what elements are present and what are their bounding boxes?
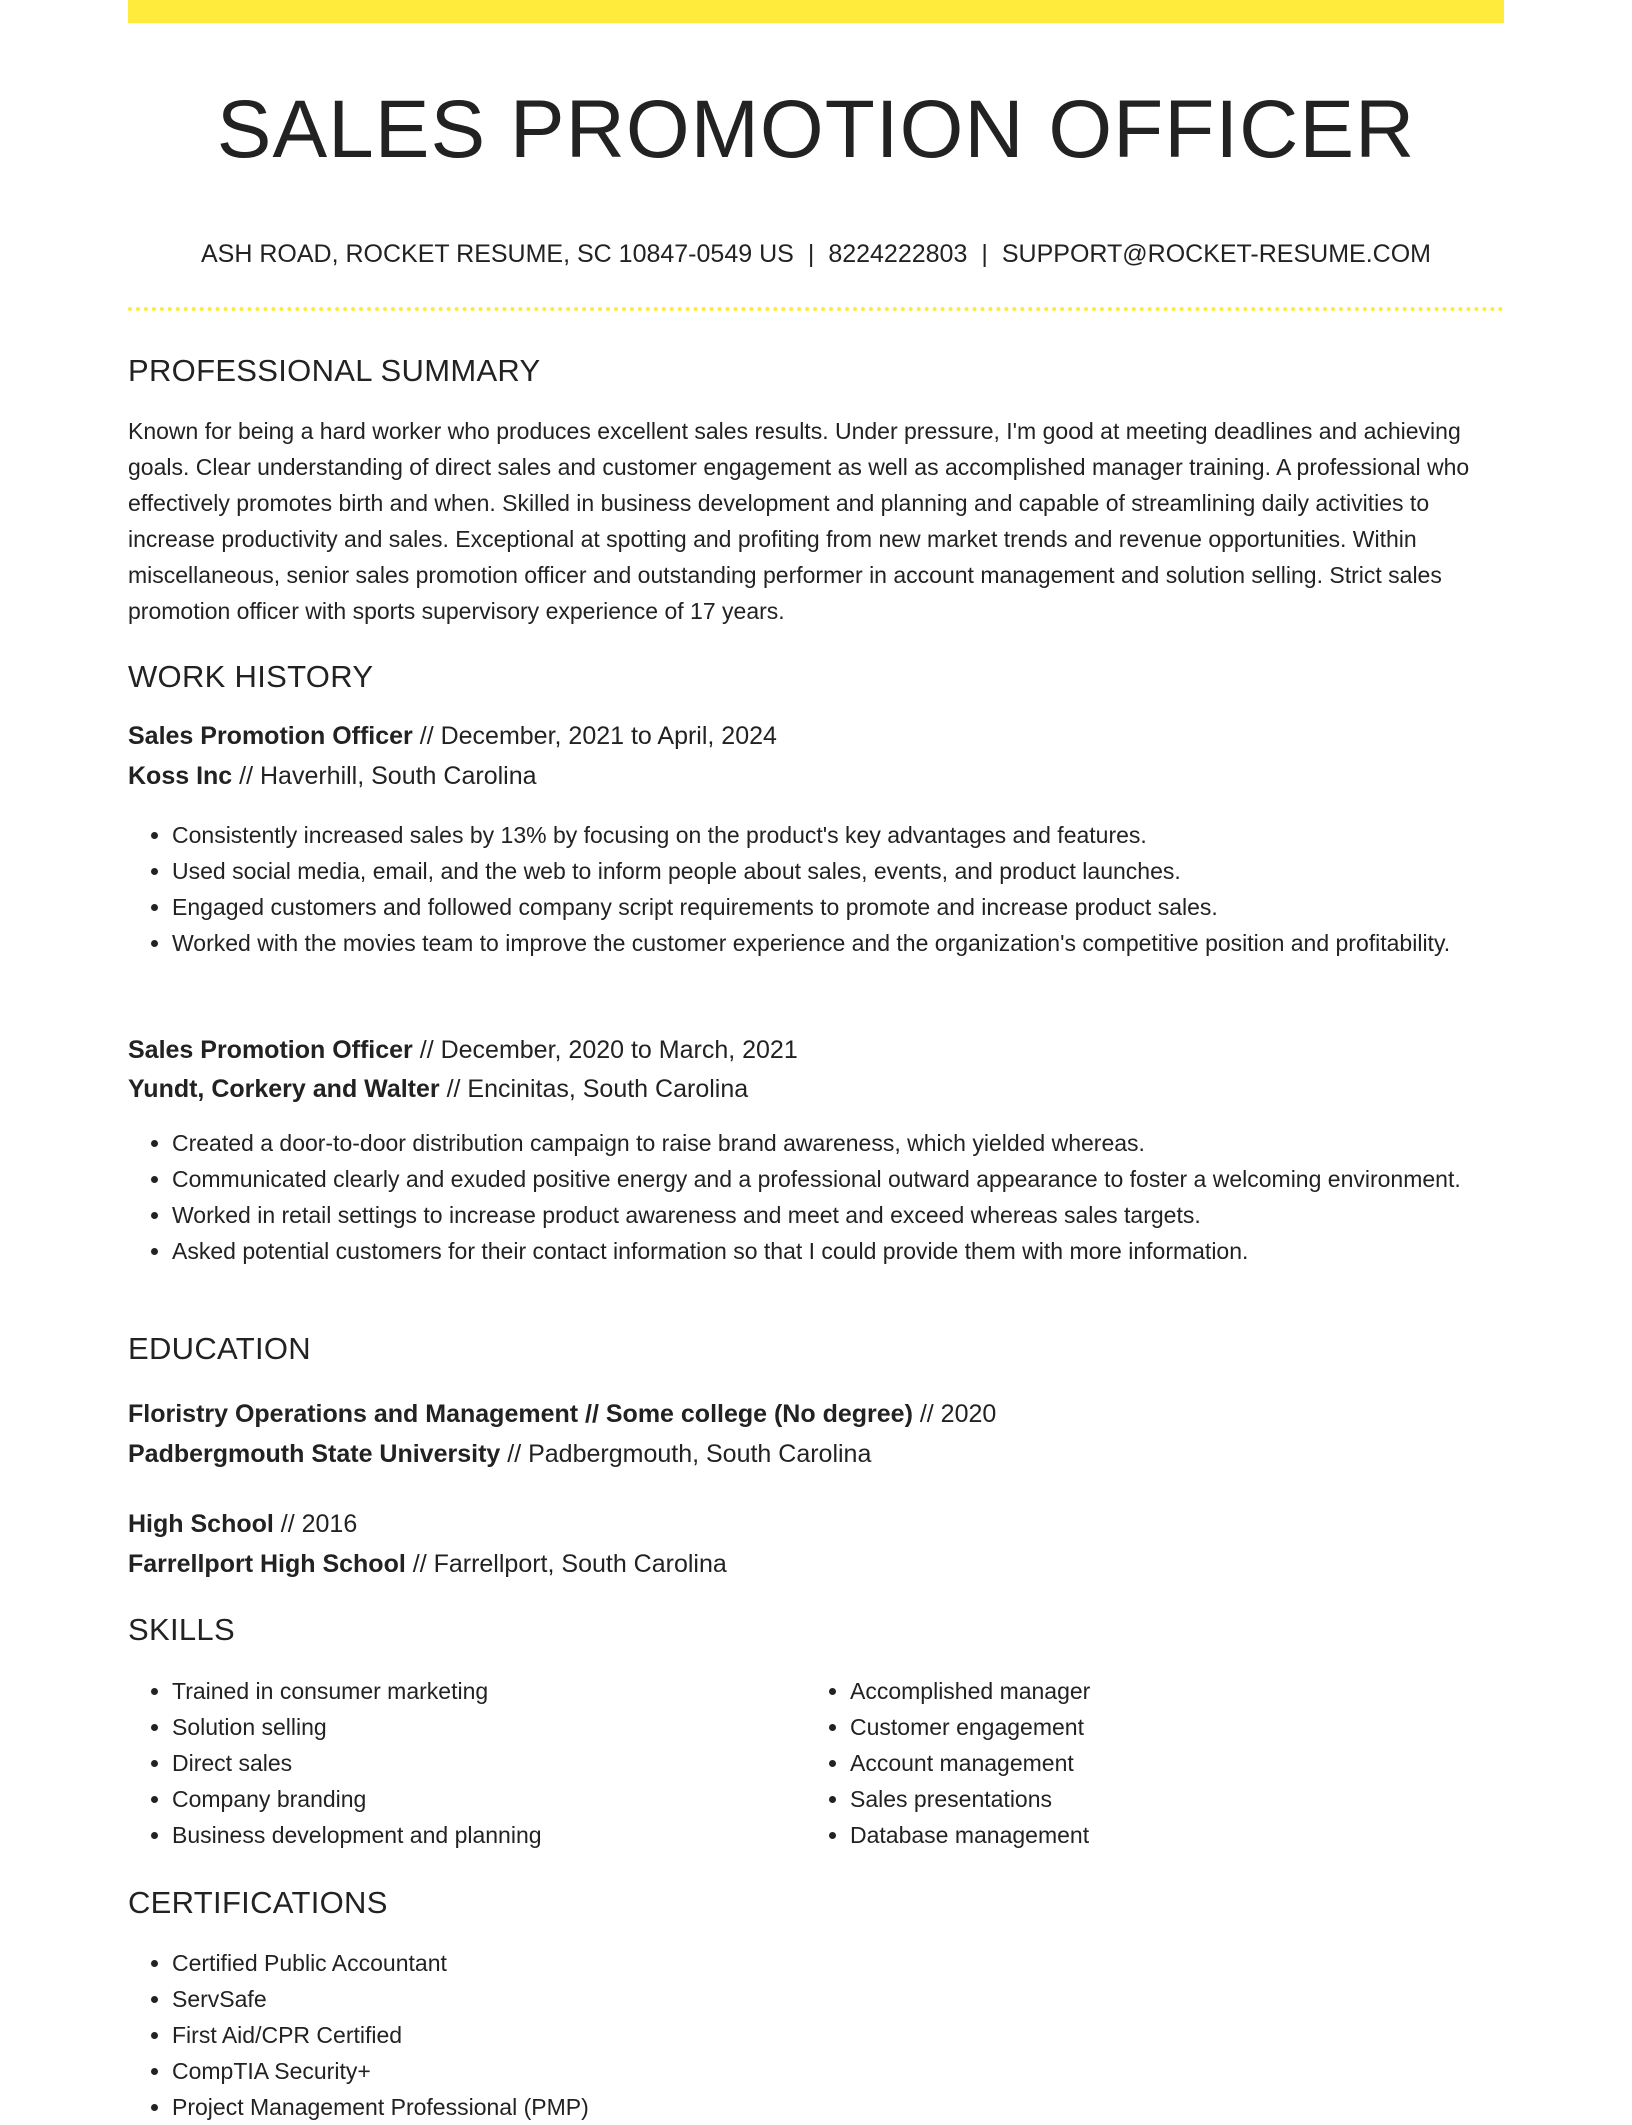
work-history-heading: WORK HISTORY xyxy=(128,659,374,694)
job-company-line xyxy=(128,1071,748,1107)
skill-item: • Account management xyxy=(850,1745,1470,1781)
skill-item: • Database management xyxy=(850,1817,1470,1853)
certification-item: • Project Management Professional (PMP) xyxy=(172,2089,1504,2125)
skills-heading: SKILLS xyxy=(128,1612,235,1647)
job-location: // Encinitas, South Carolina xyxy=(439,1075,749,1103)
skill-item: • Accomplished manager xyxy=(850,1673,1470,1709)
skill-item: • Company branding xyxy=(172,1781,792,1817)
skill-item: • Sales presentations xyxy=(850,1781,1470,1817)
job-dates: // December, 2020 to March, 2021 xyxy=(412,1036,798,1064)
job-title: Sales Promotion Officer xyxy=(128,1036,413,1064)
job-title-line xyxy=(128,718,777,754)
header-divider xyxy=(128,307,1504,311)
job-company: Yundt, Corkery and Walter xyxy=(128,1075,440,1103)
education-school: Padbergmouth State University xyxy=(128,1440,501,1468)
job-title-line xyxy=(128,1032,798,1068)
job-location: // Haverhill, South Carolina xyxy=(232,762,537,790)
certification-item: • First Aid/CPR Certified xyxy=(172,2017,1504,2053)
job-bullet-list xyxy=(128,1125,1504,1269)
job-bullet: • Consistently increased sales by 13% by focusing on the product's key advantages and features. xyxy=(172,817,1504,853)
contact-email: SUPPORT@ROCKET-RESUME.COM xyxy=(1001,240,1431,268)
education-location: // Padbergmouth, South Carolina xyxy=(500,1440,872,1468)
education-heading: EDUCATION xyxy=(128,1331,311,1366)
certification-item: • Certified Public Accountant xyxy=(172,1945,1504,1981)
certification-item: • ServSafe xyxy=(172,1981,1504,2017)
skill-item: • Customer engagement xyxy=(850,1709,1470,1745)
contact-phone: 8224222803 xyxy=(828,240,968,268)
job-bullet-list xyxy=(128,817,1504,961)
contact-address: ASH ROAD, ROCKET RESUME, SC 10847-0549 US xyxy=(201,240,794,268)
job-dates: // December, 2021 to April, 2024 xyxy=(412,722,777,750)
education-year: // 2020 xyxy=(912,1400,997,1428)
job-bullet: • Worked with the movies team to improve the customer experience and the organization's competitive position and profitability. xyxy=(172,925,1504,961)
top-accent-bar xyxy=(128,0,1504,23)
education-school: Farrellport High School xyxy=(128,1550,406,1578)
skill-item: • Business development and planning xyxy=(172,1817,792,1853)
job-title: Sales Promotion Officer xyxy=(128,722,413,750)
education-year: // 2016 xyxy=(273,1510,358,1538)
job-company: Koss Inc xyxy=(128,762,233,790)
skills-list-left xyxy=(128,1673,792,1853)
skill-item: • Trained in consumer marketing xyxy=(172,1673,792,1709)
skills-list-right xyxy=(806,1673,1470,1853)
education-location: // Farrellport, South Carolina xyxy=(405,1550,727,1578)
education-school-line xyxy=(128,1546,727,1582)
certifications-list xyxy=(128,1945,1504,2125)
page-title: SALES PROMOTION OFFICER xyxy=(216,84,1416,175)
job-bullet: • Used social media, email, and the web to inform people about sales, events, and product launches. xyxy=(172,853,1504,889)
contact-line xyxy=(128,236,1504,272)
skill-item: • Solution selling xyxy=(172,1709,792,1745)
skill-item: • Direct sales xyxy=(172,1745,792,1781)
summary-text: Known for being a hard worker who produces excellent sales results. Under pressure, I'm good at meeting deadlines and achieving goals. Clear understanding of direct sales and customer engagement as well as accomplished manager training. A professional who effectively promotes birth and when. Skilled in business development and planning and capable of streamlining daily activities to increase productivity and sales. Exceptional at spotting and profiting from new market trends and revenue opportunities. Within miscellaneous, senior sales promotion officer and outstanding performer in account management and solution selling. Strict sales promotion officer with sports supervisory experience of 17 years. xyxy=(128,418,1470,624)
job-bullet: • Worked in retail settings to increase product awareness and meet and exceed whereas sales targets. xyxy=(172,1197,1504,1233)
job-bullet: • Created a door-to-door distribution campaign to raise brand awareness, which yielded whereas. xyxy=(172,1125,1504,1161)
certifications-heading: CERTIFICATIONS xyxy=(128,1885,388,1920)
job-bullet: • Asked potential customers for their contact information so that I could provide them with more information. xyxy=(172,1233,1504,1269)
summary-heading: PROFESSIONAL SUMMARY xyxy=(128,353,541,388)
contact-separator: | xyxy=(981,240,988,268)
education-degree: Floristry Operations and Management // Some college (No degree) xyxy=(128,1400,913,1428)
contact-separator: | xyxy=(807,240,815,268)
education-degree-line xyxy=(128,1396,996,1432)
certification-item: • CompTIA Security+ xyxy=(172,2053,1504,2089)
education-school-line xyxy=(128,1436,871,1472)
job-bullet: • Engaged customers and followed company script requirements to promote and increase product sales. xyxy=(172,889,1504,925)
education-degree-line xyxy=(128,1506,357,1542)
education-degree: High School xyxy=(128,1510,274,1538)
job-bullet: • Communicated clearly and exuded positive energy and a professional outward appearance to foster a welcoming environment. xyxy=(172,1161,1504,1197)
job-company-line xyxy=(128,758,537,794)
